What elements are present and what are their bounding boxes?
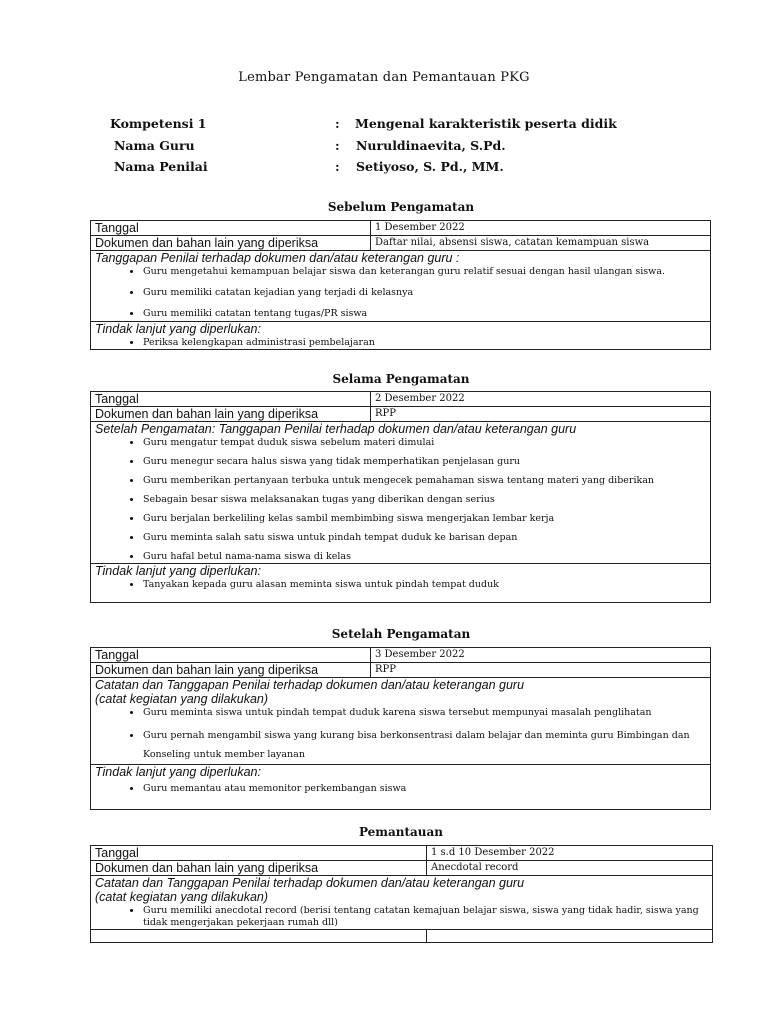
tanggapan-label: Setelah Pengamatan: Tanggapan Penilai terhadap dokumen dan/atau keterangan guru <box>95 422 577 436</box>
section-title-setelah: Setelah Pengamatan <box>331 627 471 641</box>
list-item: • Guru berjalan berkeliling kelas sambil membimbing siswa mengerjakan lembar kerja <box>143 512 706 525</box>
list-item: • Sebagain besar siswa melaksanakan tugas yang diberikan dengan serius <box>143 493 706 506</box>
catatan-list <box>95 904 708 929</box>
list-item: • Periksa kelengkapan administrasi pembelajaran <box>143 336 706 349</box>
table-row <box>91 765 711 810</box>
tanggal-value: 2 Desember 2022 <box>371 392 711 407</box>
empty-cell <box>427 930 713 943</box>
dokumen-value: Daftar nilai, absensi siswa, catatan kemampuan siswa <box>371 236 711 251</box>
tanggapan-cell <box>91 251 711 322</box>
list-item: • Guru menegur secara halus siswa yang tidak memperhatikan penjelasan guru <box>143 455 706 468</box>
tindak-list <box>95 578 706 591</box>
list-item: • Guru memiliki catatan kejadian yang terjadi di kelasnya <box>143 286 706 299</box>
catatan-sub: (catat kegiatan yang dilakukan) <box>95 890 269 904</box>
tindak-cell <box>91 322 711 350</box>
list-item: • Guru pernah mengambil siswa yang kurang bisa berkonsentrasi dalam belajar dan meminta guru Bimbingan dan Konseling untuk member layanan <box>143 725 706 764</box>
table-row <box>91 392 711 407</box>
section-title-pemantauan: Pemantauan <box>358 825 444 839</box>
meta-key: Nama Guru <box>114 138 195 153</box>
table-row <box>91 846 713 861</box>
catatan-label: Catatan dan Tanggapan Penilai terhadap dokumen dan/atau keterangan guru <box>95 678 525 692</box>
tindak-cell <box>91 564 711 603</box>
table-sebelum <box>90 220 711 350</box>
meta-sep: : <box>335 138 340 153</box>
document-title: Lembar Pengamatan dan Pemantauan PKG <box>238 70 530 85</box>
table-row <box>91 678 711 765</box>
tindak-label: Tindak lanjut yang diperlukan: <box>95 322 261 336</box>
list-item: • Tanyakan kepada guru alasan meminta siswa untuk pindah tempat duduk <box>143 578 706 591</box>
section-title-sebelum: Sebelum Pengamatan <box>327 200 475 214</box>
meta-key: Kompetensi 1 <box>110 116 207 131</box>
tanggal-label: Tanggal <box>91 392 371 407</box>
tanggapan-list <box>95 436 706 563</box>
meta-value: Setiyoso, S. Pd., MM. <box>356 159 504 174</box>
list-item: • Guru hafal betul nama-nama siswa di kelas <box>143 550 706 563</box>
table-row <box>91 251 711 322</box>
dokumen-label: Dokumen dan bahan lain yang diperiksa <box>91 407 371 422</box>
tindak-list <box>95 782 706 795</box>
table-row <box>91 648 711 663</box>
tindak-label: Tindak lanjut yang diperlukan: <box>95 564 261 578</box>
dokumen-label: Dokumen dan bahan lain yang diperiksa <box>91 861 427 876</box>
table-row <box>91 663 711 678</box>
tindak-list <box>95 336 706 349</box>
list-item: • Guru mengatur tempat duduk siswa sebelum materi dimulai <box>143 436 706 449</box>
list-item: • Guru memiliki catatan tentang tugas/PR siswa <box>143 307 706 320</box>
table-selama <box>90 391 711 603</box>
catatan-sub: (catat kegiatan yang dilakukan) <box>95 692 269 706</box>
tanggapan-label: Tanggapan Penilai terhadap dokumen dan/atau keterangan guru : <box>95 251 460 265</box>
table-row <box>91 236 711 251</box>
dokumen-label: Dokumen dan bahan lain yang diperiksa <box>91 663 371 678</box>
list-item: • Guru meminta siswa untuk pindah tempat duduk karena siswa tersebut mempunyai masalah penglihatan <box>143 706 706 719</box>
meta-key: Nama Penilai <box>114 159 208 174</box>
table-row <box>91 322 711 350</box>
meta-value: Nuruldinaevita, S.Pd. <box>356 138 506 153</box>
tindak-cell <box>91 765 711 810</box>
tanggal-label: Tanggal <box>91 648 371 663</box>
catatan-list <box>95 706 706 764</box>
table-row <box>91 876 713 930</box>
meta-sep: : <box>335 116 340 131</box>
tanggal-label: Tanggal <box>91 846 427 861</box>
table-row <box>91 407 711 422</box>
list-item: • Guru memantau atau memonitor perkembangan siswa <box>143 782 706 795</box>
catatan-cell <box>91 678 711 765</box>
meta-value: Mengenal karakteristik peserta didik <box>355 116 617 131</box>
table-row <box>91 861 713 876</box>
table-setelah <box>90 647 711 810</box>
dokumen-label: Dokumen dan bahan lain yang diperiksa <box>91 236 371 251</box>
list-item: • Guru mengetahui kemampuan belajar siswa dan keterangan guru relatif sesuai dengan hasil ulangan siswa. <box>143 265 706 278</box>
table-row <box>91 930 713 943</box>
dokumen-value: Anecdotal record <box>427 861 713 876</box>
empty-cell <box>91 930 427 943</box>
tanggapan-cell <box>91 422 711 564</box>
list-item: • Guru memiliki anecdotal record (berisi tentang catatan kemajuan belajar siswa, siswa yang tidak hadir, siswa yang tidak mengerjakan pekerjaan rumah dll) <box>143 904 708 929</box>
dokumen-value: RPP <box>371 663 711 678</box>
tanggal-value: 3 Desember 2022 <box>371 648 711 663</box>
list-item: • Guru meminta salah satu siswa untuk pindah tempat duduk ke barisan depan <box>143 531 706 544</box>
catatan-label: Catatan dan Tanggapan Penilai terhadap dokumen dan/atau keterangan guru <box>95 876 525 890</box>
table-row <box>91 221 711 236</box>
tanggal-value: 1 s.d 10 Desember 2022 <box>427 846 713 861</box>
table-pemantauan <box>90 845 713 943</box>
dokumen-value: RPP <box>371 407 711 422</box>
tanggapan-list <box>95 265 706 320</box>
catatan-cell <box>91 876 713 930</box>
tanggal-label: Tanggal <box>91 221 371 236</box>
section-title-selama: Selama Pengamatan <box>332 372 470 386</box>
table-row <box>91 422 711 564</box>
tindak-label: Tindak lanjut yang diperlukan: <box>95 765 261 779</box>
list-item: • Guru memberikan pertanyaan terbuka untuk mengecek pemahaman siswa tentang materi yang diberikan <box>143 474 706 487</box>
meta-sep: : <box>335 159 340 174</box>
table-row <box>91 564 711 603</box>
tanggal-value: 1 Desember 2022 <box>371 221 711 236</box>
